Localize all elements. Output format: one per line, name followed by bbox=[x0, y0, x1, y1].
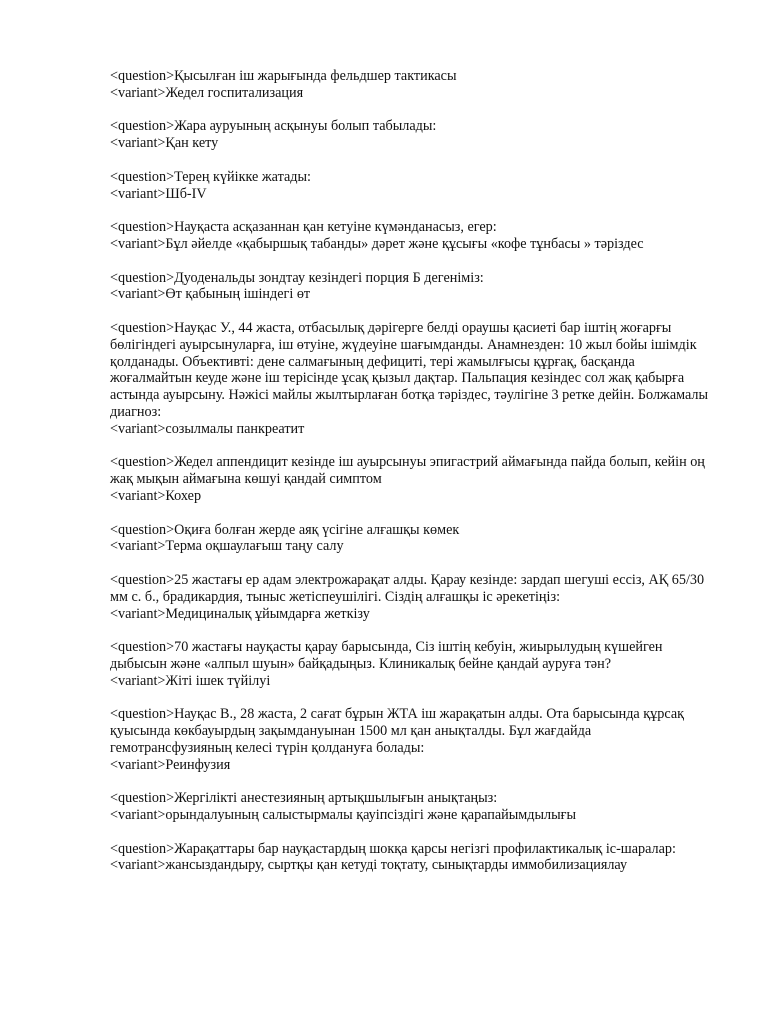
variant-line bbox=[110, 857, 710, 874]
variant-tag: <variant> bbox=[110, 672, 166, 689]
question-item bbox=[110, 572, 710, 622]
question-text: Терең күйікке жатады: bbox=[174, 168, 311, 185]
question-item bbox=[110, 454, 710, 504]
question-tag: <question> bbox=[110, 706, 175, 723]
question-text: 25 жастағы ер адам электрожарақат алды. Қарау кезінде: зардап шегуші ессіз, АҚ 65/30 мм с. б., брадикардия, тыныс жетіспеушілігі. Сіздің алғашқы іс әрекетіңіз: bbox=[110, 571, 705, 605]
question-tag: <question> bbox=[110, 219, 175, 236]
variant-text: созылмалы панкреатит bbox=[165, 420, 305, 437]
variant-line bbox=[110, 606, 710, 623]
variant-text: Кохер bbox=[165, 487, 202, 504]
question-tag: <question> bbox=[110, 168, 175, 185]
variant-tag: <variant> bbox=[110, 487, 166, 504]
question-line bbox=[110, 320, 710, 421]
question-line bbox=[110, 841, 710, 858]
variant-line bbox=[110, 538, 710, 555]
question-text: Оқиға болған жерде аяқ үсігіне алғашқы көмек bbox=[174, 521, 460, 538]
question-line bbox=[110, 522, 710, 539]
question-item bbox=[110, 841, 710, 875]
variant-text: Медициналық ұйымдарға жеткізу bbox=[165, 605, 370, 622]
question-text: Науқаста асқазаннан қан кетуіне күмәнданасыз, егер: bbox=[174, 219, 497, 236]
question-tag: <question> bbox=[110, 454, 175, 471]
question-text: Науқас В., 28 жаста, 2 сағат бұрын ЖТА іш жарақатын алды. Ота барысында құрсақ қуысында көкбауырдың зақымдануынан 1500 мл қан анықталды. Бұл жағдайда гемотрансфузияның келесі түрін қолдануға болады: bbox=[110, 706, 685, 756]
question-item bbox=[110, 639, 710, 689]
question-tag: <question> bbox=[110, 269, 175, 286]
variant-line bbox=[110, 488, 710, 505]
question-tag: <question> bbox=[110, 319, 175, 336]
question-line bbox=[110, 219, 710, 236]
variant-tag: <variant> bbox=[110, 605, 166, 622]
variant-text: Бұл әйелде «қабыршық табанды» дәрет және құсығы «кофе тұнбасы » тәріздес bbox=[165, 235, 644, 252]
question-line bbox=[110, 639, 710, 673]
variant-text: Шб-IV bbox=[165, 185, 207, 202]
question-text: Қысылған іш жарығында фельдшер тактикасы bbox=[174, 68, 457, 84]
variant-line bbox=[110, 757, 710, 774]
question-text: Жергілікті анестезияның артықшылығын анықтаңыз: bbox=[174, 790, 498, 807]
question-item bbox=[110, 219, 710, 253]
question-item bbox=[110, 790, 710, 824]
variant-text: Өт қабының ішіндегі өт bbox=[165, 286, 311, 303]
variant-text: орындалуының салыстырмалы қауіпсіздігі және қарапайымдылығы bbox=[165, 807, 576, 824]
question-text: Дуоденальды зондтау кезіндегі порция Б дегеніміз: bbox=[174, 269, 484, 286]
variant-text: Қан кету bbox=[165, 135, 219, 152]
variant-line bbox=[110, 186, 710, 203]
variant-line bbox=[110, 286, 710, 303]
variant-line bbox=[110, 236, 710, 253]
question-text: Жара ауруының асқынуы болып табылады: bbox=[174, 118, 437, 135]
question-tag: <question> bbox=[110, 571, 175, 588]
question-line bbox=[110, 706, 710, 756]
question-tag: <question> bbox=[110, 639, 175, 656]
variant-text: Жедел госпитализация bbox=[165, 84, 304, 101]
question-tag: <question> bbox=[110, 790, 175, 807]
question-tag: <question> bbox=[110, 68, 175, 84]
variant-text: Реинфузия bbox=[165, 756, 231, 773]
question-text: Науқас У., 44 жаста, отбасылық дәрігерге белді ораушы қасиеті бар іштің жоғарғы бөлігіндегі ауырсынуларға, іш өтуіне, жүдеуіне шағымданды. Анамнезден: 10 жыл бойы ішімдік қолданады. Объективті: дене салмағының дефициті, тері жамылғысы құрғақ, басқанда жоғалмайтын кеуде және іш терісінде ұсақ қызыл дақтар. Пальпация кезіндес сол жақ қабырға астында ауырсыну. Нәжісі майлы жылтырлаған ботқа тәріздес, тәулігіне 3 ретке дейін. Болжамалы диагноз: bbox=[110, 319, 709, 420]
question-line bbox=[110, 790, 710, 807]
question-line bbox=[110, 572, 710, 606]
variant-tag: <variant> bbox=[110, 857, 166, 874]
question-line bbox=[110, 68, 710, 85]
question-tag: <question> bbox=[110, 118, 175, 135]
variant-tag: <variant> bbox=[110, 135, 166, 152]
variant-line bbox=[110, 421, 710, 438]
question-item bbox=[110, 68, 710, 102]
variant-tag: <variant> bbox=[110, 235, 166, 252]
question-item bbox=[110, 706, 710, 773]
variant-tag: <variant> bbox=[110, 420, 166, 437]
variant-line bbox=[110, 85, 710, 102]
question-line bbox=[110, 169, 710, 186]
question-item bbox=[110, 320, 710, 438]
question-tag: <question> bbox=[110, 521, 175, 538]
question-text: 70 жастағы науқасты қарау барысында, Сіз іштің кебуін, жиырылудың күшейген дыбысын және «алпыл шуын» байқадыңыз. Клиникалық бейне қандай ауруға тән? bbox=[110, 639, 663, 672]
question-item bbox=[110, 270, 710, 304]
variant-tag: <variant> bbox=[110, 756, 166, 773]
question-text: Жедел аппендицит кезінде іш ауырсынуы эпигастрий аймағында пайда болып, кейін оң жақ мықын аймағына көшуі қандай симптом bbox=[110, 454, 705, 488]
variant-text: Терма оқшаулағыш таңу салу bbox=[165, 538, 344, 555]
variant-tag: <variant> bbox=[110, 807, 166, 824]
variant-line bbox=[110, 673, 710, 690]
question-tag: <question> bbox=[110, 840, 175, 857]
question-item bbox=[110, 118, 710, 152]
question-line bbox=[110, 454, 710, 488]
variant-tag: <variant> bbox=[110, 538, 166, 555]
variant-text: жансыздандыру, сыртқы қан кетуді тоқтату, сынықтарды иммобилизациялау bbox=[165, 857, 628, 874]
variant-tag: <variant> bbox=[110, 286, 166, 303]
document-page bbox=[110, 68, 710, 891]
variant-line bbox=[110, 135, 710, 152]
variant-text: Жіті ішек түйілуі bbox=[165, 672, 271, 689]
variant-line bbox=[110, 807, 710, 824]
question-list bbox=[110, 68, 710, 874]
question-item bbox=[110, 169, 710, 203]
question-item bbox=[110, 522, 710, 556]
question-line bbox=[110, 270, 710, 287]
variant-tag: <variant> bbox=[110, 185, 166, 202]
question-line bbox=[110, 118, 710, 135]
variant-tag: <variant> bbox=[110, 84, 166, 101]
question-text: Жарақаттары бар науқастардың шокқа қарсы негізгі профилактикалық іс-шаралар: bbox=[174, 840, 676, 857]
